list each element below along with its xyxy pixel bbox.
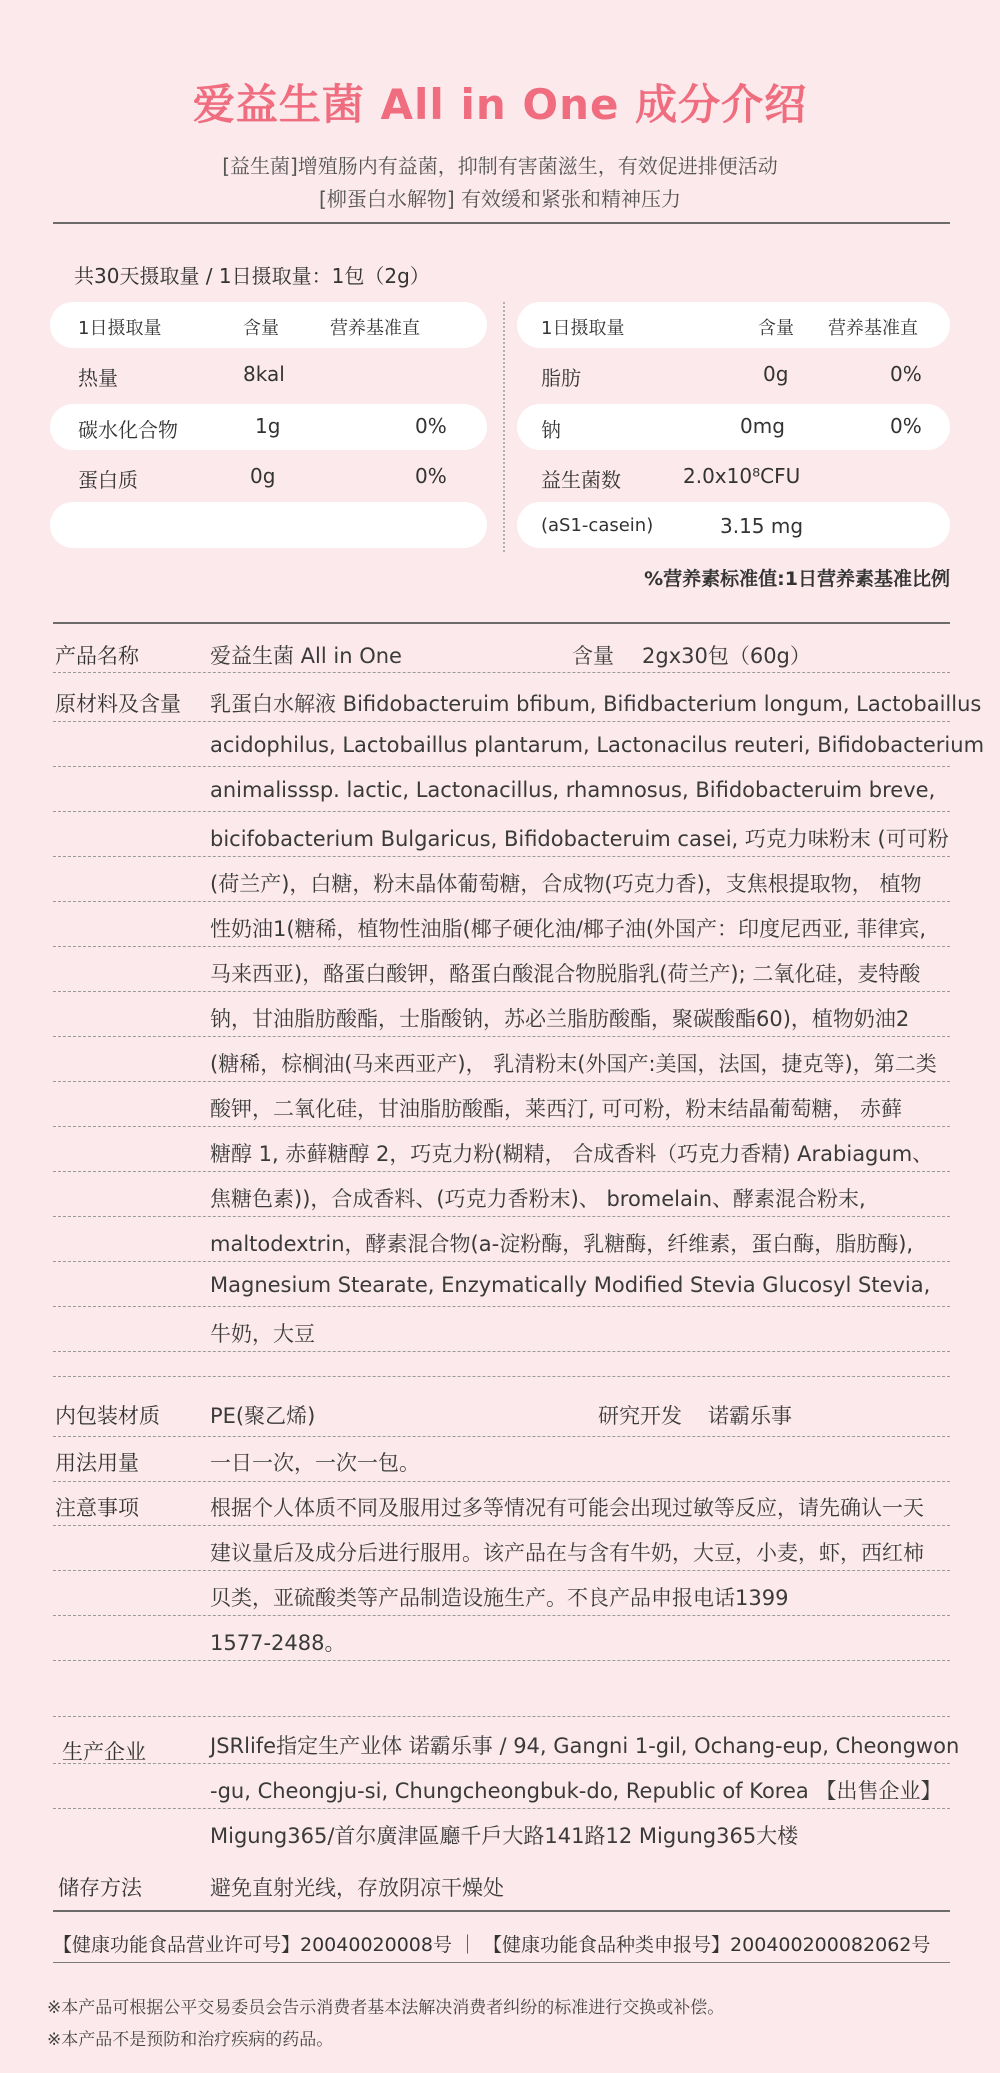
caution-line: 根据个人体质不同及服用过多等情况有可能会出现过敏等反应，请先确认一天 — [210, 1496, 924, 1520]
ingredients-line: Magnesium Stearate, Enzymatically Modified Stevia Glucosyl Stevia, — [210, 1273, 931, 1297]
ingredients-line: 糖醇 1, 赤藓糖醇 2，巧克力粉(糊精， 合成香料（巧克力香精) Arabiagum、 — [210, 1142, 934, 1166]
maker-line-divider — [53, 1808, 950, 1809]
maker-line: Migung365/首尔廣津區廳千戶大路141路12 Migung365大楼 — [210, 1824, 799, 1848]
content-value: 2gx30包（60g） — [642, 644, 811, 668]
nutrient-pct: 0% — [415, 414, 447, 438]
ingredient-line-divider — [53, 811, 950, 812]
nutrition-left-empty-row — [50, 502, 487, 548]
ingredients-line: 牛奶，大豆 — [210, 1322, 315, 1346]
ingredient-line-divider — [53, 766, 950, 767]
nutrient-name: 钠 — [541, 418, 561, 442]
ingredients-line: bicifobacterium Bulgaricus, Bifidobacteruim casei, 巧克力味粉末 (可可粉 — [210, 827, 949, 851]
nutrient-amount: 2.0x10⁸CFU — [683, 464, 801, 488]
nutrient-amount: 8kal — [243, 362, 285, 386]
ingredient-line-divider — [53, 1261, 950, 1262]
ingredient-line-divider — [53, 901, 950, 902]
nutrient-pct: 0% — [415, 464, 447, 488]
storage-label: 储存方法 — [58, 1876, 142, 1900]
nutrient-name: (aS1-casein) — [541, 515, 654, 536]
ingredients-line: 焦糖色素))，合成香料、(巧克力香粉末)、 bromelain、酵素混合粉末, — [210, 1187, 866, 1211]
benefit-line-probiotic: [益生菌]增殖肠内有益菌，抑制有害菌滋生，有效促进排便活动 — [222, 154, 778, 178]
ingredient-line-divider — [53, 1171, 950, 1172]
ingredient-line-divider — [53, 856, 950, 857]
row-divider — [53, 1376, 950, 1377]
nutrient-amount: 3.15 mg — [720, 514, 804, 538]
ingredient-line-divider — [53, 1081, 950, 1082]
serving-info: 共30天摄取量 / 1日摄取量：1包（2g） — [74, 264, 430, 288]
left-col-header-name: 1日摄取量 — [78, 318, 162, 339]
maker-label: 生产企业 — [62, 1740, 146, 1764]
caution-line: 1577-2488。 — [210, 1631, 346, 1655]
nutrition-right-row-2 — [517, 404, 950, 450]
maker-line: JSRlife指定生产业体 诺霸乐事 / 94, Gangni 1-gil, Ochang-eup, Cheongwon — [210, 1734, 960, 1758]
ingredients-line: 钠，甘油脂肪酸酯，士脂酸钠，苏必兰脂肪酸酯，聚碳酸酯60)，植物奶油2 — [210, 1007, 910, 1031]
row-divider — [53, 1716, 950, 1717]
product-table-top-border — [53, 622, 950, 624]
nutrient-amount: 0g — [250, 464, 276, 488]
ingredients-line: maltodextrin，酵素混合物(a-淀粉酶，乳糖酶，纤维素，蛋白酶，脂肪酶), — [210, 1232, 914, 1256]
rd-value: 诺霸乐事 — [708, 1404, 792, 1428]
ingredients-line: 马来西亚)，酪蛋白酸钾，酪蛋白酸混合物脱脂乳(荷兰产); 二氧化硅，麦特酸 — [210, 962, 921, 986]
nutrient-amount: 1g — [255, 414, 281, 438]
ingredient-line-divider — [53, 946, 950, 947]
ingredients-line: (荷兰产)，白糖，粉末晶体葡萄糖，合成物(巧克力香)，支焦根提取物， 植物 — [210, 872, 922, 896]
product-table-bottom-border — [53, 1910, 950, 1912]
ingredient-line-divider — [53, 1126, 950, 1127]
rd-label: 研究开发 — [598, 1404, 682, 1428]
ingredients-line: 酸钾，二氧化硅，甘油脂肪酸酯，莱西汀, 可可粉，粉末结晶葡萄糖， 赤藓 — [210, 1097, 903, 1121]
usage-label: 用法用量 — [55, 1451, 139, 1475]
caution-line-divider — [53, 1615, 950, 1616]
caution-line: 贝类，亚硫酸类等产品制造设施生产。不良产品申报电话1399 — [210, 1586, 789, 1610]
product-name-label: 产品名称 — [55, 644, 139, 668]
product-name-value: 爱益生菌 All in One — [210, 644, 402, 668]
ingredient-line-divider — [53, 1306, 950, 1307]
nutrient-amount: 0g — [763, 362, 789, 386]
nutrient-pct: 0% — [890, 362, 922, 386]
ingredients-label: 原材料及含量 — [55, 692, 181, 716]
caution-line: 建议量后及成分后进行服用。该产品在与含有牛奶，大豆，小麦，虾，西红柿 — [210, 1541, 924, 1565]
nutrition-footnote: %营养素标准值:1日营养素基准比例 — [644, 568, 950, 590]
packaging-value: PE(聚乙烯) — [210, 1404, 316, 1428]
license-numbers: 【健康功能食品营业许可号】20040020008号 ｜ 【健康功能食品种类申报号】200400200082062号 — [53, 1934, 931, 1956]
right-col-header-amount: 含量 — [758, 318, 794, 339]
disclaimer-not-medicine: ※本产品不是预防和治疗疾病的药品。 — [47, 2030, 334, 2050]
row-divider — [53, 1436, 950, 1437]
ingredients-line: 乳蛋白水解液 Bifidobacteruim bfibum, Bifidbacterium longum, Lactobaillus — [210, 692, 982, 716]
ingredient-line-divider — [53, 1351, 950, 1352]
nutrient-name: 碳水化合物 — [78, 418, 178, 442]
left-col-header-pct: 营养基准直 — [330, 318, 420, 339]
ingredients-line: animalisssp. lactic, Lactonacillus, rhamnosus, Bifidobacteruim breve, — [210, 778, 936, 802]
caution-line-divider — [53, 1525, 950, 1526]
row-divider — [53, 672, 950, 673]
packaging-label: 内包装材质 — [55, 1404, 160, 1428]
header-divider — [53, 222, 950, 224]
nutrient-name: 热量 — [78, 366, 118, 390]
disclaimer-exchange: ※本产品可根据公平交易委员会告示消费者基本法解决消费者纠纷的标准进行交换或补偿。 — [47, 1998, 725, 2018]
caution-line-divider — [53, 1570, 950, 1571]
maker-line-divider — [53, 1763, 950, 1764]
nutrient-name: 益生菌数 — [541, 468, 621, 492]
right-col-header-pct: 营养基准直 — [828, 318, 918, 339]
caution-line-divider — [53, 1660, 950, 1661]
row-divider — [53, 1481, 950, 1482]
nutrition-divider — [503, 302, 505, 552]
usage-value: 一日一次，一次一包。 — [210, 1451, 420, 1475]
license-divider — [53, 1962, 950, 1963]
ingredients-line: 性奶油1(糖稀，植物性油脂(椰子硬化油/椰子油(外国产：印度尼西亚, 菲律宾, — [210, 917, 927, 941]
ingredient-line-divider — [53, 721, 950, 722]
nutrient-name: 脂肪 — [541, 366, 581, 390]
ingredient-line-divider — [53, 991, 950, 992]
left-col-header-amount: 含量 — [243, 318, 279, 339]
storage-value: 避免直射光线，存放阴凉干燥处 — [210, 1876, 504, 1900]
maker-line: -gu, Cheongju-si, Chungcheongbuk-do, Republic of Korea 【出售企业】 — [210, 1779, 942, 1803]
content-label: 含量 — [572, 644, 614, 668]
benefit-line-casein: [柳蛋白水解物] 有效缓和紧张和精神压力 — [319, 187, 681, 211]
nutrient-pct: 0% — [890, 414, 922, 438]
nutrient-amount: 0mg — [740, 414, 785, 438]
ingredient-line-divider — [53, 1216, 950, 1217]
ingredients-line: (糖稀，棕榈油(马来西亚产)， 乳清粉末(外国产:美国，法国，捷克等)，第二类 — [210, 1052, 937, 1076]
page-title: 爱益生菌 All in One 成分介绍 — [192, 80, 808, 129]
ingredient-line-divider — [53, 1036, 950, 1037]
caution-label: 注意事项 — [55, 1496, 139, 1520]
nutrient-name: 蛋白质 — [78, 468, 138, 492]
ingredients-line: acidophilus, Lactobaillus plantarum, Lactonacilus reuteri, Bifidobacterium — [210, 733, 985, 757]
right-col-header-name: 1日摄取量 — [541, 318, 625, 339]
